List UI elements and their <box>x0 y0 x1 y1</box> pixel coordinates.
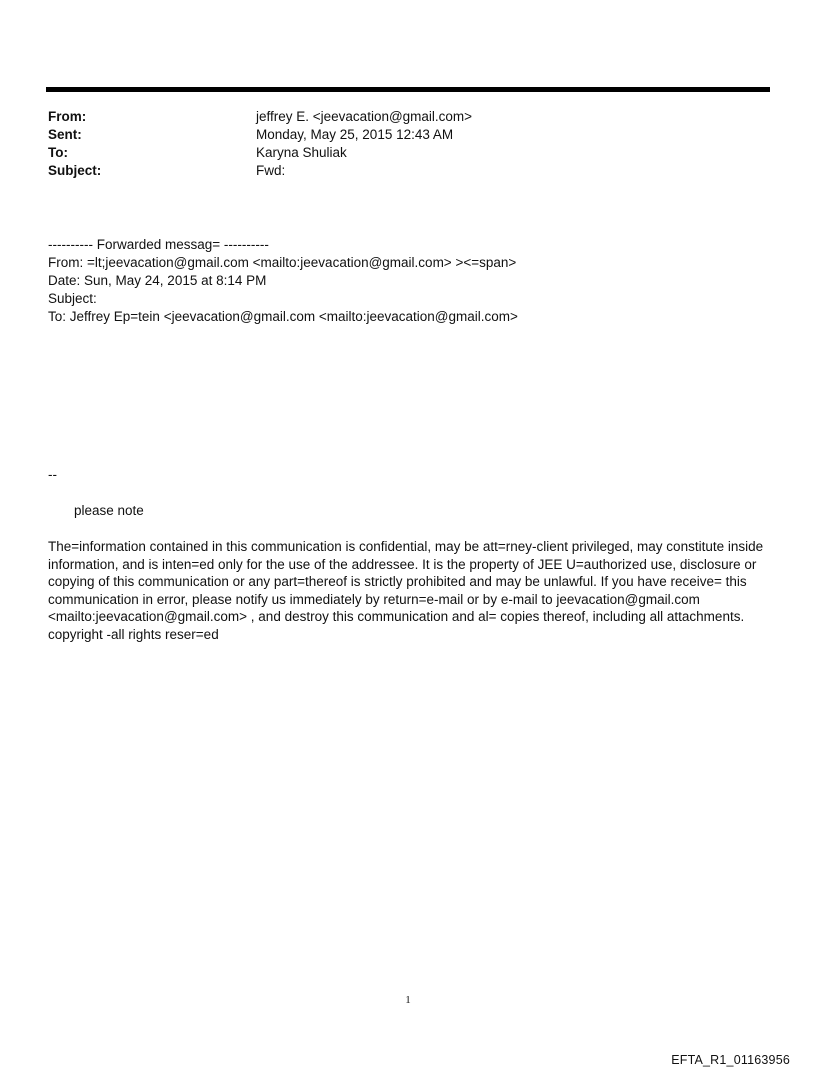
signature-separator: -- <box>48 467 57 482</box>
from-label: From: <box>48 109 87 124</box>
header-from-row <box>48 108 748 126</box>
header-sent-row <box>48 126 748 144</box>
forwarded-subject: Subject: <box>48 291 97 306</box>
confidentiality-disclaimer: The=information contained in this communication is confidential, may be att=rney-client privileged, may constitute inside information, and is inten=ed only for the use of the addressee. It is the property of JEE U=authorized use, disclosure or copying of this communication or any part=thereof is strictly prohibited and may be unlawful. If you have receive= this communication in error, please notify us immediately by return=e-mail or by e-mail to jeevacation@gmail.com <mailto:jeevacation@gmail.com> , and destroy this communication and al= copies thereof, including all attachments. copyright -all rights reser=ed <box>48 539 764 642</box>
forwarded-separator: ---------- Forwarded messag= ---------- <box>48 237 269 252</box>
sent-value: Monday, May 25, 2015 12:43 AM <box>256 127 454 142</box>
to-label: To: <box>48 145 68 160</box>
header-divider <box>46 87 770 92</box>
sent-label: Sent: <box>48 127 82 142</box>
forwarded-from: From: =lt;jeevacation@gmail.com <mailto:jeevacation@gmail.com> ><=span> <box>48 255 517 270</box>
to-value: Karyna Shuliak <box>256 145 347 160</box>
header-subject-row <box>48 162 748 180</box>
forwarded-date: Date: Sun, May 24, 2015 at 8:14 PM <box>48 273 267 288</box>
subject-value: Fwd: <box>256 163 286 178</box>
forwarded-to: To: Jeffrey Ep=tein <jeevacation@gmail.com <mailto:jeevacation@gmail.com> <box>48 309 518 324</box>
header-to-row <box>48 144 748 162</box>
forwarded-message <box>48 236 768 326</box>
document-id: EFTA_R1_01163956 <box>671 1053 790 1067</box>
from-value: jeffrey E. <jeevacation@gmail.com> <box>256 109 473 124</box>
email-header <box>48 108 748 180</box>
subject-label: Subject: <box>48 163 102 178</box>
page-number: 1 <box>405 994 411 1006</box>
please-note: please note <box>74 503 144 518</box>
